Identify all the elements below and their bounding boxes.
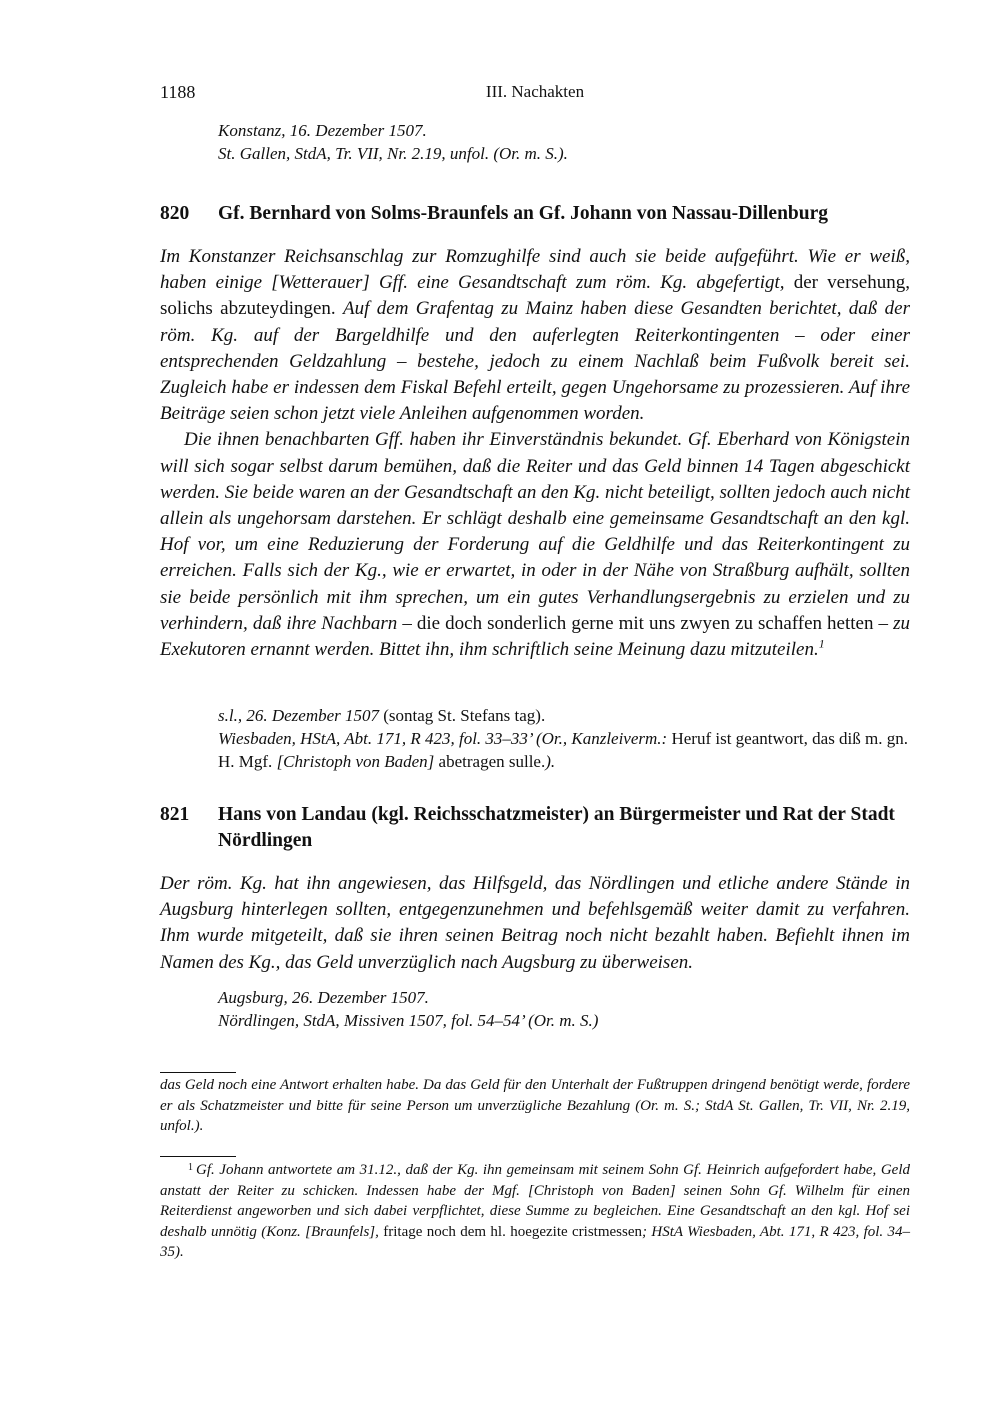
- footnote-marker: 1: [188, 1162, 193, 1173]
- entry-820-heading: [160, 201, 910, 227]
- regest-text: Auf dem Grafentag zu Mainz haben diese Gesandten berichtet, daß der röm. Kg. auf der Bargeldhilfe und den auferlegten Reiterkontingenten – oder einer entsprechenden Geldzahlung – bestehe, jedoch zu einem Nachlaß beim Fußvolk bereit sei. Zugleich habe er indessen dem Fiskal Befehl erteilt, gegen Ungehorsame zu prozessieren. Auf ihre Beiträge seien schon jetzt viele Anleihen aufgenommen worden.: [160, 298, 910, 425]
- footnote-text: Gf. Johann antwortete am 31.12., daß der Kg. ihn gemeinsam mit seinem Sohn Gf. Heinrich aufgefordert habe, Geld anstatt der Reiter zu schicken. Indessen habe der Mgf. [Christoph von Baden] seinen Sohn Gf. Wilhelm für einen Reiterdienst angeworben und sich dabei verpflichtet, diese Summe zu begleichen. Eine Gesandtschaft an den kgl. Hof sei deshalb unnötig (Konz. [Braunfels],: [160, 1162, 910, 1240]
- source-quote: – die doch sonderlich gerne mit uns zwyen zu schaffen hetten –: [397, 612, 894, 634]
- entry-820-paragraph-1: [160, 244, 910, 427]
- footnote-continued: das Geld noch eine Antwort erhalten habe. Da das Geld für den Unterhalt der Fußtruppen dringend benötigt werde, fordere er als Schatzmeister und bitte für seine Person um unverzügliche Bezahlung (Or. m. S.; StdA St. Gallen, Tr. VII, Nr. 2.19, unfol.).: [160, 1077, 910, 1134]
- footnote-reference[interactable]: 1: [818, 636, 825, 651]
- entry-820-number: 820: [160, 203, 190, 224]
- page-number: 1188: [160, 82, 196, 102]
- entry-821-date: Augsburg, 26. Dezember 1507.: [218, 988, 429, 1007]
- entry-821-title: Hans von Landau (kgl. Reichsschatzmeister) an Bürgermeister und Rat der Stadt Nördlingen: [218, 804, 895, 851]
- prev-entry-source: St. Gallen, StdA, Tr. VII, Nr. 2.19, unfol. (Or. m. S.).: [218, 144, 568, 163]
- source-quote: der versehung, solichs abzuteydingen.: [160, 272, 910, 320]
- footnote-divider: [160, 1156, 236, 1157]
- regest-text: Die ihnen benachbarten Gff. haben ihr Einverständnis bekundet. Gf. Eberhard von Königstein will sich sogar selbst darum bemühen, daß die Reiter und das Geld binnen 14 Tagen abgeschickt werden. Sie beide waren an der Gesandtschaft an den Kg. nicht beteiligt, sollten jedoch auch nicht allein als ungehorsam darstehen. Er schlägt deshalb eine gemeinsame Gesandtschaft an den kgl. Hof vor, um eine Reduzierung der Forderung auf die Geldhilfe und das Reiterkontingent zu erreichen. Falls sich der Kg., wie er erwartet, in oder in der Nähe von Straßburg aufhält, sollten sie beide persönlich mit ihm sprechen, um ein gutes Verhandlungsergebnis zu erzielen und zu verhindern, daß ihre Nachbarn: [160, 429, 911, 634]
- entry-820-title: Gf. Bernhard von Solms-Braunfels an Gf. Johann von Nassau-Dillenburg: [218, 203, 829, 224]
- source-quote: abetragen sulle.: [434, 752, 546, 771]
- footnote-divider: [160, 1072, 236, 1073]
- entry-821-dating: [218, 986, 598, 1032]
- prev-entry-date: Konstanz, 16. Dezember 1507.: [218, 121, 427, 140]
- regest-text: Im Konstanzer Reichsanschlag zur Romzughilfe sind auch sie beide aufgeführt. Wie er weiß, haben einige [Wetterauer] Gff. eine Gesandtschaft zum röm. Kg. abgefertigt,: [160, 246, 910, 294]
- footnote-quote: fritage noch dem hl. hoegezite cristmessen: [378, 1223, 643, 1240]
- running-head: [160, 82, 910, 106]
- entry-821-number: 821: [160, 804, 190, 825]
- entry-821-heading: [160, 802, 910, 854]
- date-quote: (sontag St. Stefans tag).: [379, 706, 546, 725]
- entry-820-source: [218, 727, 910, 773]
- footnote-text: ; HStA Wiesbaden, Abt. 171, R 423, fol. 34–35).: [160, 1223, 911, 1260]
- date-text: s.l., 26. Dezember 1507: [218, 706, 380, 725]
- footnote-1: [160, 1158, 910, 1263]
- source-quote: Heruf ist geantwort, das diß m. gn. H. Mgf.: [218, 729, 909, 771]
- source-text: [Christoph von Baden]: [276, 752, 435, 771]
- entry-821-regest: [160, 871, 910, 976]
- entry-821-paragraph: Der röm. Kg. hat ihn angewiesen, das Hilfsgeld, das Nördlingen und etliche andere Stände in Augsburg hinterlegen sollten, entgegenzunehmen und befehlsgemäß weiter damit zu verfahren. Ihm wurde mitgeteilt, daß sie ihren seinen Beitrag noch nicht bezahlt haben. Befiehlt ihnen im Namen des Kg., das Geld unverzüglich nach Augsburg zu überweisen.: [160, 873, 910, 973]
- entry-821-source: Nördlingen, StdA, Missiven 1507, fol. 54–54’ (Or. m. S.): [218, 1011, 599, 1030]
- entry-820-paragraph-2: [160, 427, 910, 663]
- entry-820-date: [218, 704, 910, 727]
- regest-text: zu Exekutoren ernannt werden. Bittet ihn, ihm schriftlich seine Meinung dazu mitzuteilen.: [160, 612, 910, 661]
- entry-820-dating: [218, 704, 910, 773]
- entry-820-regest: [160, 244, 910, 663]
- prev-entry-dating: [218, 119, 568, 165]
- section-title: III. Nachakten: [485, 82, 585, 101]
- source-text: Wiesbaden, HStA, Abt. 171, R 423, fol. 33–33’ (Or., Kanzleiverm.:: [218, 729, 668, 748]
- source-text: ).: [545, 752, 556, 771]
